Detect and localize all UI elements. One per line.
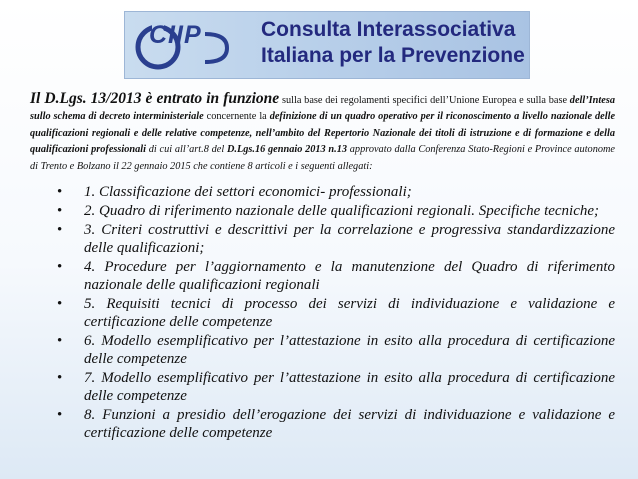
- title-line-2: Italiana per la Prevenzione: [261, 44, 525, 67]
- organization-title: [261, 17, 525, 69]
- allegato-item: • 8. Funzioni a presidio dell’erogazione dei servizi di individuazione e validazione e certificazione delle competenze: [52, 406, 615, 442]
- allegato-item: • 7. Modello esemplificativo per l’attestazione in esito alla procedura di certificazione delle competenze: [52, 369, 615, 405]
- header-banner: [124, 11, 530, 79]
- intro-text-1: sulla base dei regolamenti specifici dell’Unione Europea e sulla base: [279, 95, 570, 106]
- allegato-item: • 1. Classificazione dei settori economici- professionali;: [52, 183, 615, 201]
- logo-text: CIIP: [149, 21, 202, 49]
- allegati-list: [52, 183, 615, 443]
- intro-text-2: concernente la: [203, 111, 270, 123]
- intro-lead: Il D.Lgs. 13/2013 è entrato in funzione: [30, 90, 280, 107]
- intro-emphasis-1: dell’Intesa sullo schema di decreto interministeriale: [30, 95, 615, 123]
- intro-emphasis-2: definizione di un quadro operativo per il riconoscimento a livello nazionale delle qualificazioni regionali e delle relative competenze, nell’ambito del Repertorio Nazionale dei titoli di istruzione e di formazione e della qualificazioni professionali: [30, 111, 616, 156]
- allegato-item: • 3. Criteri costruttivi e descrittivi per la correlazione e progressiva standardizzazione delle qualificazioni;: [52, 221, 615, 257]
- intro-emphasis-3: D.Lgs.16 gennaio 2013 n.13: [226, 144, 348, 156]
- allegato-item: • 2. Quadro di riferimento nazionale delle qualificazioni regionali. Specifiche tecniche;: [52, 202, 615, 220]
- intro-text-4: approvato dalla Conferenza Stato-Regioni e Province autonome di Trento e Bolzano il 22 gennaio 2015 che contiene 8 articoli e i seguenti allegati:: [30, 144, 616, 172]
- title-line-1: Consulta Interassociativa: [261, 18, 516, 41]
- allegato-item: • 6. Modello esemplificativo per l’attestazione in esito alla procedura di certificazione delle competenze: [52, 332, 615, 368]
- allegato-item: • 5. Requisiti tecnici di processo dei servizi di individuazione e validazione e certificazione delle competenze: [52, 295, 615, 331]
- intro-text-3: di cui all’art.8 del: [146, 144, 227, 156]
- intro-paragraph: [30, 91, 615, 175]
- allegato-item: • 4. Procedure per l’aggiornamento e la manutenzione del Quadro di riferimento nazionale delle qualificazioni regionali: [52, 258, 615, 294]
